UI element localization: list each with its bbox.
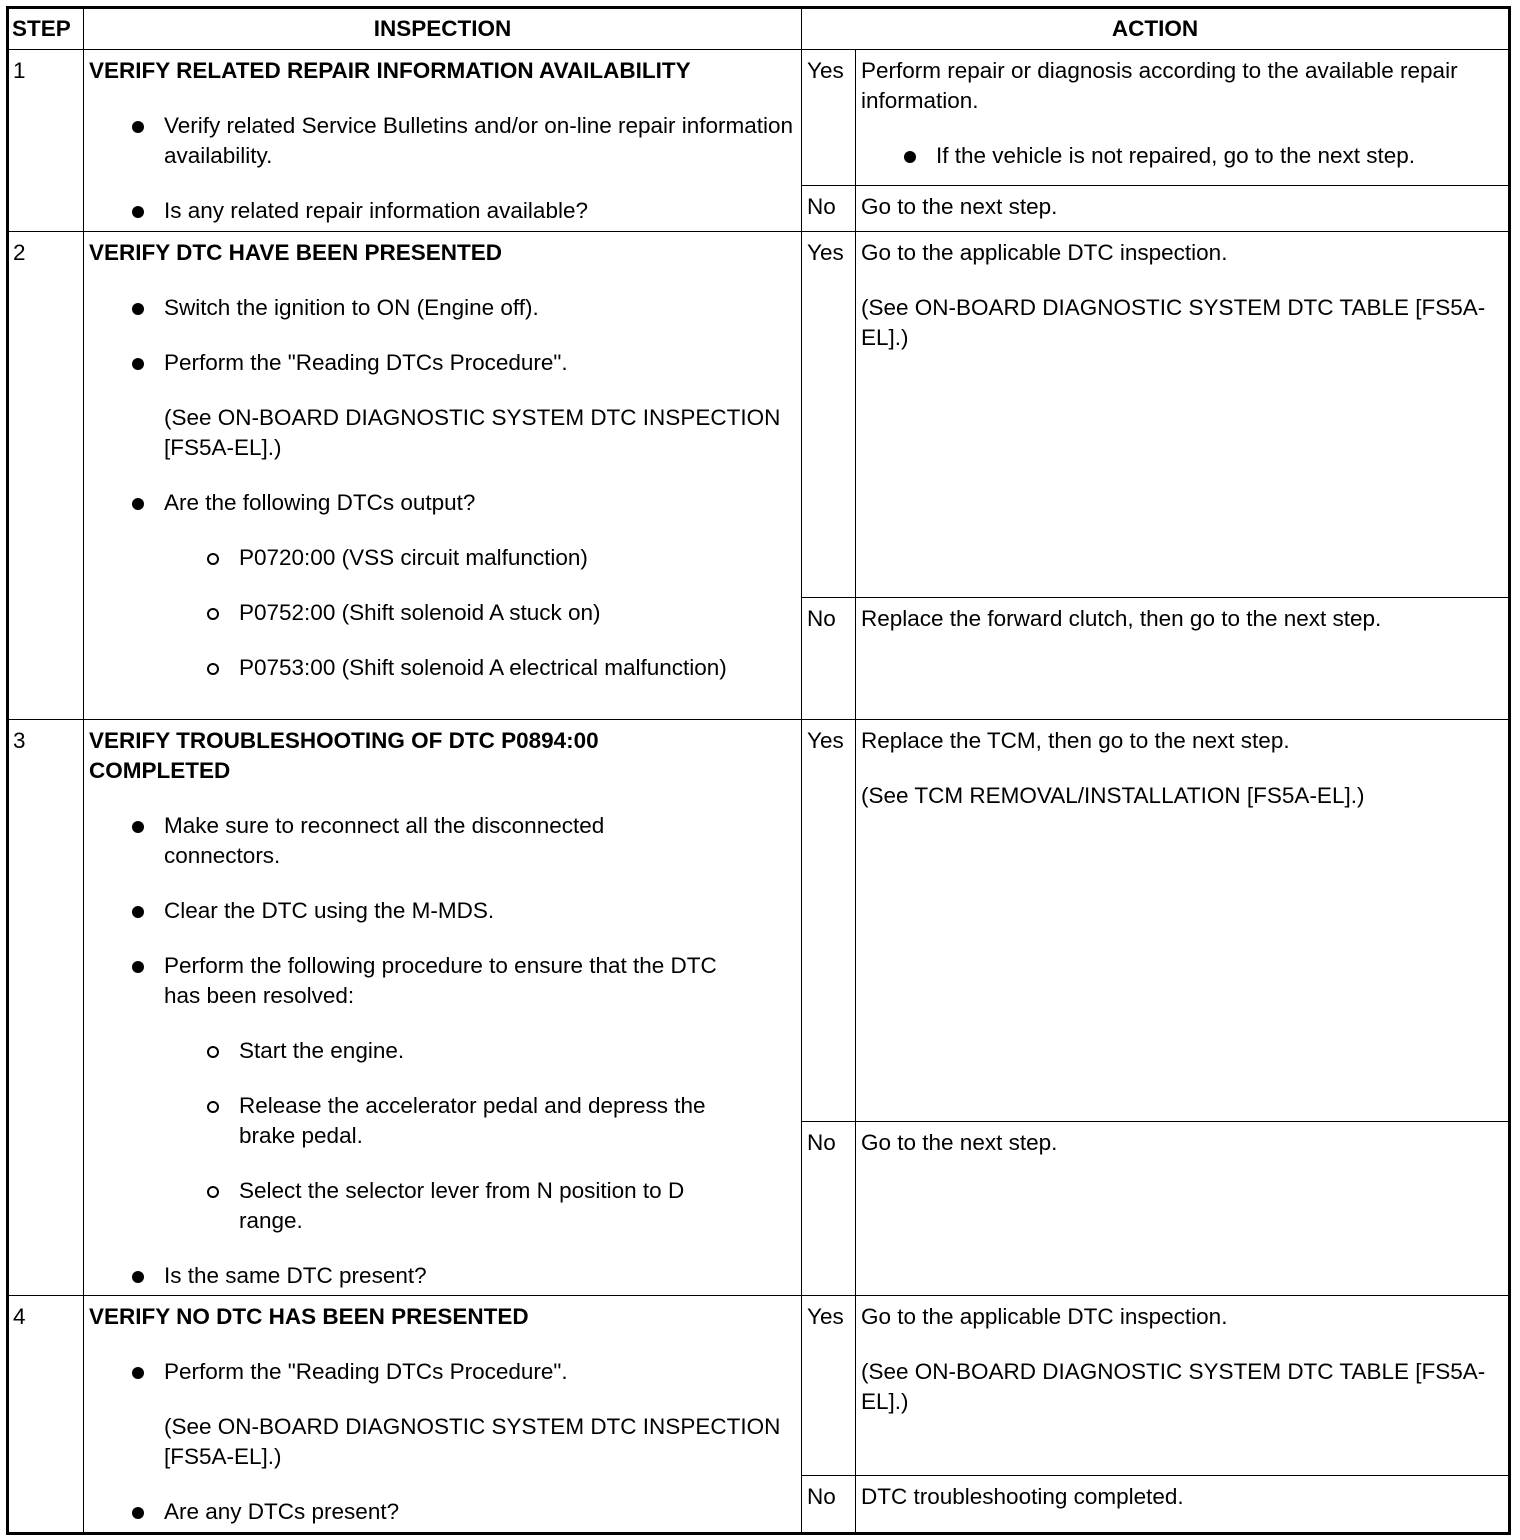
step-3-bullet-3: Perform the following procedure to ensure that the DTC has been resolved: [89, 951, 796, 1011]
step-3-bullet-1: Make sure to reconnect all the disconnected connectors. [89, 811, 796, 871]
circle-bullet-icon [207, 1046, 219, 1058]
step-3-no-action: Go to the next step. [856, 1122, 1510, 1296]
step-1-no-action: Go to the next step. [856, 186, 1510, 232]
bullet-icon [132, 906, 144, 918]
step-4-yes-text: Go to the applicable DTC inspection. [861, 1304, 1228, 1329]
step-4-no-label: No [802, 1476, 856, 1534]
step-3-inspection [84, 720, 802, 1296]
bullet-icon [132, 1367, 144, 1379]
step-1-yes-label: Yes [802, 50, 856, 186]
step-4-yes-row [8, 1296, 1510, 1476]
step-2-yes-action [856, 232, 1510, 598]
step-2-yes-row [8, 232, 1510, 598]
step-2-number: 2 [8, 232, 84, 720]
step-2-sub-2: P0752:00 (Shift solenoid A stuck on) [89, 598, 796, 628]
step-3-bullet-2: Clear the DTC using the M-MDS. [89, 896, 796, 926]
bullet-icon [132, 206, 144, 218]
step-3-bullet-4: Is the same DTC present? [89, 1261, 796, 1291]
circle-bullet-icon [207, 608, 219, 620]
step-1-bullet-2: Is any related repair information available? [89, 196, 796, 226]
step-4-bullet-2: Are any DTCs present? [89, 1497, 796, 1527]
step-4-bullet-1: Perform the "Reading DTCs Procedure". [89, 1357, 796, 1387]
header-row [8, 8, 1510, 50]
step-3-yes-action [856, 720, 1510, 1122]
step-3-yes-text: Replace the TCM, then go to the next step. [861, 728, 1290, 753]
step-2-no-action: Replace the forward clutch, then go to the next step. [856, 598, 1510, 720]
step-1-yes-row [8, 50, 1510, 186]
bullet-icon [132, 303, 144, 315]
step-1-yes-text: Perform repair or diagnosis according to the available repair information. [861, 58, 1458, 113]
circle-bullet-icon [207, 1186, 219, 1198]
bullet-icon [132, 961, 144, 973]
step-2-title: VERIFY DTC HAVE BEEN PRESENTED [89, 240, 502, 265]
bullet-icon [132, 1271, 144, 1283]
step-3-sub-1: Start the engine. [89, 1036, 796, 1066]
step-4-yes-action [856, 1296, 1510, 1476]
step-2-reference: (See ON-BOARD DIAGNOSTIC SYSTEM DTC INSPECTION [FS5A-EL].) [164, 405, 781, 460]
header-action: ACTION [802, 8, 1510, 50]
step-1-no-label: No [802, 186, 856, 232]
step-4-yes-reference: (See ON-BOARD DIAGNOSTIC SYSTEM DTC TABLE [FS5A-EL].) [861, 1359, 1486, 1414]
step-3-sub-3: Select the selector lever from N position to D range. [89, 1176, 796, 1236]
bullet-icon [132, 821, 144, 833]
bullet-icon [904, 151, 916, 163]
step-1-inspection [84, 50, 802, 232]
step-2-inspection [84, 232, 802, 720]
step-3-no-label: No [802, 1122, 856, 1296]
step-3-yes-row [8, 720, 1510, 1122]
step-2-bullet-1: Switch the ignition to ON (Engine off). [89, 293, 796, 323]
step-1-bullet-1: Verify related Service Bulletins and/or on-line repair information availability. [89, 111, 796, 171]
step-3-sub-2: Release the accelerator pedal and depress the brake pedal. [89, 1091, 796, 1151]
bullet-icon [132, 498, 144, 510]
step-3-yes-label: Yes [802, 720, 856, 1122]
step-4-reference: (See ON-BOARD DIAGNOSTIC SYSTEM DTC INSPECTION [FS5A-EL].) [164, 1414, 781, 1469]
step-4-title: VERIFY NO DTC HAS BEEN PRESENTED [89, 1304, 529, 1329]
step-1-title: VERIFY RELATED REPAIR INFORMATION AVAILABILITY [89, 58, 691, 83]
step-2-yes-text: Go to the applicable DTC inspection. [861, 240, 1228, 265]
header-step: STEP [8, 8, 84, 50]
step-1-number: 1 [8, 50, 84, 232]
step-2-bullet-2: Perform the "Reading DTCs Procedure". [89, 348, 796, 378]
circle-bullet-icon [207, 663, 219, 675]
bullet-icon [132, 121, 144, 133]
diagnostic-table [6, 6, 1511, 1535]
step-2-sub-3: P0753:00 (Shift solenoid A electrical malfunction) [89, 653, 796, 683]
step-4-no-action: DTC troubleshooting completed. [856, 1476, 1510, 1534]
step-2-bullet-3: Are the following DTCs output? [89, 488, 796, 518]
step-3-number: 3 [8, 720, 84, 1296]
step-3-yes-reference: (See TCM REMOVAL/INSTALLATION [FS5A-EL].) [861, 783, 1365, 808]
bullet-icon [132, 1507, 144, 1519]
bullet-icon [132, 358, 144, 370]
step-2-yes-reference: (See ON-BOARD DIAGNOSTIC SYSTEM DTC TABLE [FS5A-EL].) [861, 295, 1486, 350]
step-1-yes-bullet: If the vehicle is not repaired, go to the next step. [861, 141, 1503, 171]
step-2-yes-label: Yes [802, 232, 856, 598]
step-3-title: VERIFY TROUBLESHOOTING OF DTC P0894:00 COMPLETED [89, 728, 599, 783]
step-2-no-label: No [802, 598, 856, 720]
step-2-sub-1: P0720:00 (VSS circuit malfunction) [89, 543, 796, 573]
header-inspection: INSPECTION [84, 8, 802, 50]
step-1-yes-action [856, 50, 1510, 186]
step-4-number: 4 [8, 1296, 84, 1534]
circle-bullet-icon [207, 553, 219, 565]
step-4-inspection [84, 1296, 802, 1534]
circle-bullet-icon [207, 1101, 219, 1113]
step-4-yes-label: Yes [802, 1296, 856, 1476]
